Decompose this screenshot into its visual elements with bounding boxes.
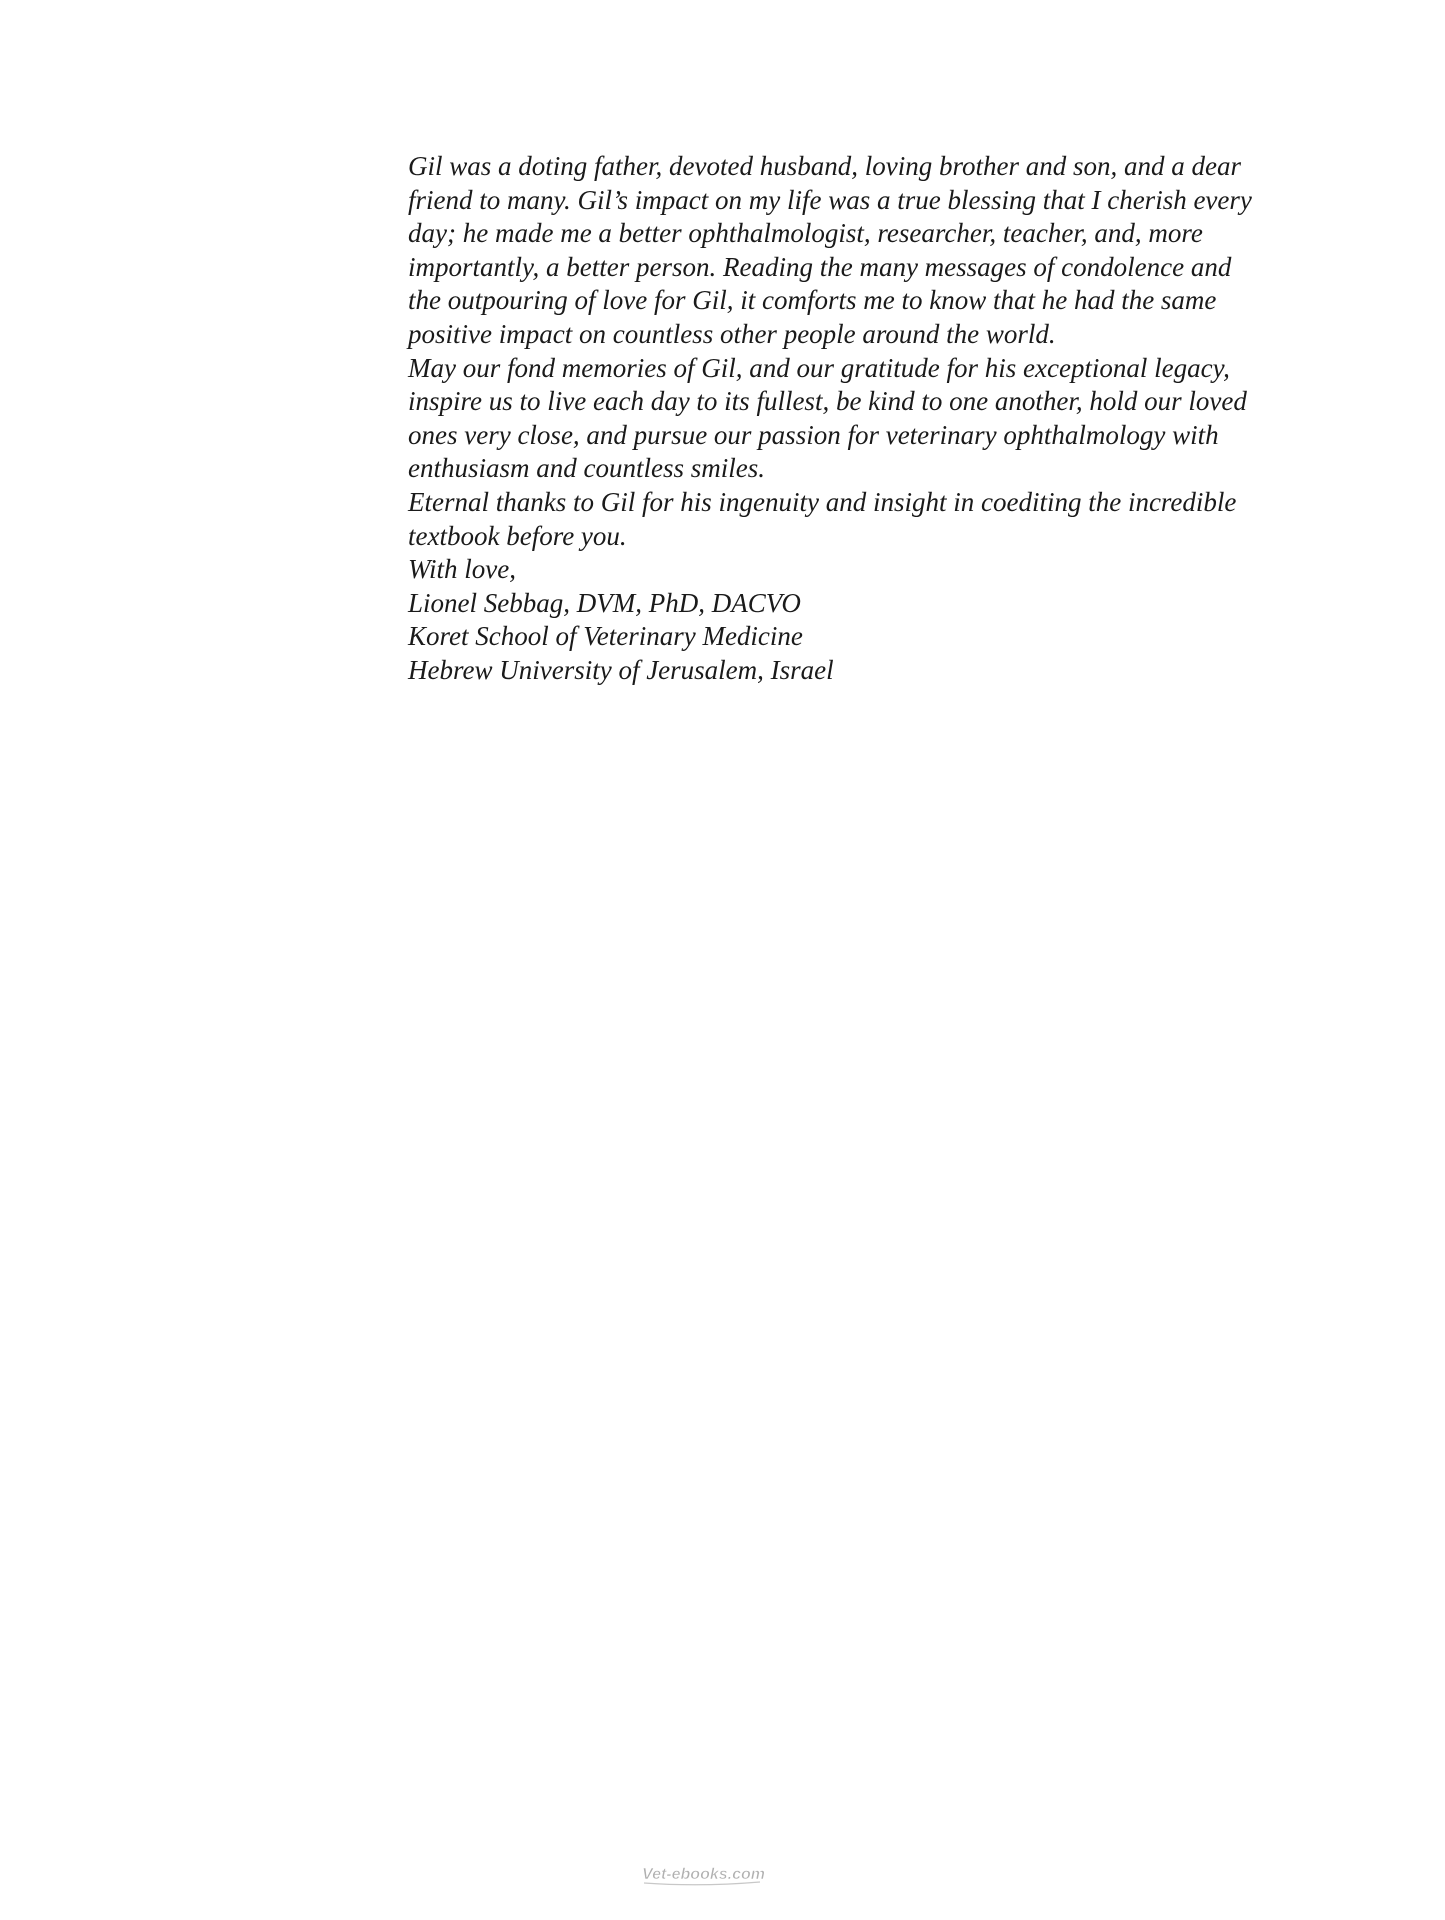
author-institution: Hebrew University of Jerusalem, Israel [408, 654, 834, 685]
text-line: friend to many. Gil’s impact on my life was a true blessing that I cherish every [408, 184, 1252, 215]
svg-text:Vet-ebooks.com: Vet-ebooks.com [642, 1866, 765, 1883]
text-line: May our fond memories of Gil, and our gratitude for his exceptional legacy, [408, 352, 1230, 383]
sign-off: With love, [408, 554, 516, 585]
text-line: inspire us to live each day to its fullest, be kind to one another, hold our loved [408, 386, 1247, 417]
text-line: Gil was a doting father, devoted husband, loving brother and son, and a dear [408, 151, 1241, 181]
author-name: Lionel Sebbag, DVM, PhD, DACVO [408, 587, 801, 618]
text-line: textbook before you. [408, 520, 627, 551]
text-line: ones very close, and pursue our passion for veterinary ophthalmology with [408, 419, 1219, 450]
text-line: day; he made me a better ophthalmologist, researcher, teacher, and, more [408, 218, 1203, 249]
text-line: importantly, a better person. Reading the many messages of condolence and [408, 251, 1232, 282]
text-line: Eternal thanks to Gil for his ingenuity and insight in coediting the incredible [408, 486, 1237, 517]
text-line: enthusiasm and countless smiles. [408, 453, 765, 484]
watermark-logo-graphic [640, 1860, 790, 1888]
tribute-text [408, 150, 1368, 688]
text-line: positive impact on countless other people around the world. [408, 318, 1056, 349]
text-line: the outpouring of love for Gil, it comforts me to know that he had the same [408, 285, 1217, 316]
author-affiliation: Koret School of Veterinary Medicine [408, 621, 803, 652]
watermark-logo [640, 1860, 790, 1888]
